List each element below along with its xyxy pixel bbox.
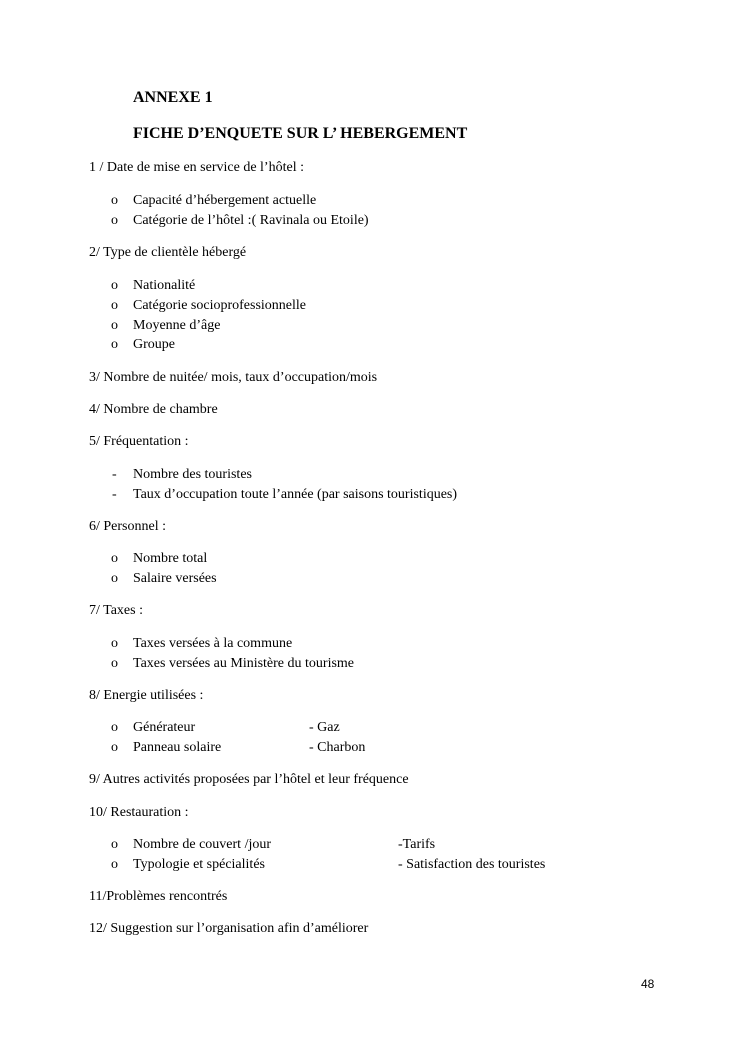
bullet-circle: o	[111, 278, 118, 293]
question-5: 5/ Fréquentation :	[89, 434, 189, 449]
annex-title: ANNEXE 1	[133, 89, 213, 106]
bullet-circle: o	[111, 193, 118, 208]
q8-extra-1: - Gaz	[309, 720, 340, 735]
question-1: 1 / Date de mise en service de l’hôtel :	[89, 160, 304, 175]
bullet-dash: -	[112, 487, 117, 502]
bullet-circle: o	[111, 857, 118, 872]
q6-item-1: Nombre total	[133, 551, 208, 566]
q2-item-3: Moyenne d’âge	[133, 318, 221, 333]
bullet-circle: o	[111, 656, 118, 671]
question-9: 9/ Autres activités proposées par l’hôtel et leur fréquence	[89, 772, 409, 787]
q6-item-2: Salaire versées	[133, 571, 217, 586]
question-11: 11/Problèmes rencontrés	[89, 889, 228, 904]
bullet-circle: o	[111, 298, 118, 313]
bullet-circle: o	[111, 571, 118, 586]
q2-item-2: Catégorie socioprofessionnelle	[133, 298, 307, 313]
question-6: 6/ Personnel :	[89, 519, 166, 534]
bullet-circle: o	[111, 740, 118, 755]
form-title: FICHE D’ENQUETE SUR L’ HEBERGEMENT	[133, 125, 468, 142]
q8-extra-2: - Charbon	[309, 740, 366, 755]
bullet-circle: o	[111, 720, 118, 735]
bullet-circle: o	[111, 213, 118, 228]
question-7: 7/ Taxes :	[89, 603, 143, 618]
bullet-circle: o	[111, 837, 118, 852]
bullet-circle: o	[111, 318, 118, 333]
q5-item-2: Taux d’occupation toute l’année (par saisons touristiques)	[133, 487, 458, 502]
bullet-circle: o	[111, 636, 118, 651]
bullet-circle: o	[111, 551, 118, 566]
q7-item-1: Taxes versées à la commune	[133, 636, 293, 651]
question-2: 2/ Type de clientèle hébergé	[89, 245, 247, 260]
q1-item-1: Capacité d’hébergement actuelle	[133, 193, 317, 208]
question-8: 8/ Energie utilisées :	[89, 688, 204, 703]
q8-item-1: Générateur	[133, 720, 196, 735]
q2-item-1: Nationalité	[133, 278, 196, 293]
page-number: 48	[641, 977, 655, 991]
q10-extra-1: -Tarifs	[398, 837, 436, 852]
q5-item-1: Nombre des touristes	[133, 467, 252, 482]
q2-item-4: Groupe	[133, 337, 175, 352]
q10-item-1: Nombre de couvert /jour	[133, 837, 272, 852]
q7-item-2: Taxes versées au Ministère du tourisme	[133, 656, 355, 671]
bullet-circle: o	[111, 337, 118, 352]
question-10: 10/ Restauration :	[89, 805, 189, 820]
question-12: 12/ Suggestion sur l’organisation afin d’améliorer	[89, 921, 369, 936]
q10-extra-2: - Satisfaction des touristes	[398, 857, 546, 872]
bullet-dash: -	[112, 467, 117, 482]
q8-item-2: Panneau solaire	[133, 740, 222, 755]
q1-item-2: Catégorie de l’hôtel :( Ravinala ou Etoile)	[133, 213, 369, 228]
question-3: 3/ Nombre de nuitée/ mois, taux d’occupation/mois	[89, 370, 378, 385]
q10-item-2: Typologie et spécialités	[133, 857, 265, 872]
question-4: 4/ Nombre de chambre	[89, 402, 218, 417]
